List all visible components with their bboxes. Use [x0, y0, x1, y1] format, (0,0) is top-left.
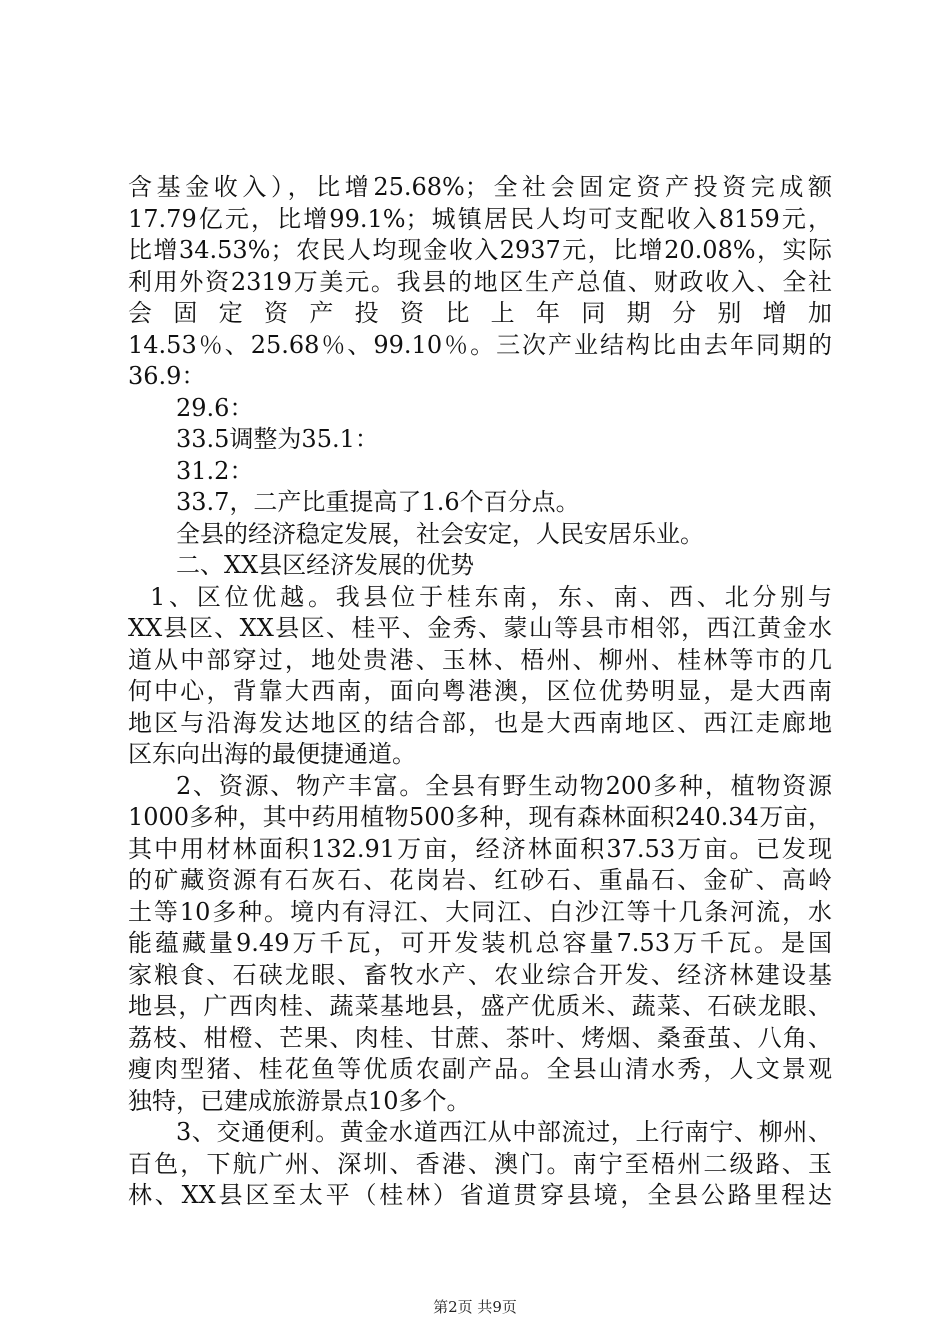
text-line: 家粮食、石硖龙眼、畜牧水产、农业综合开发、经济林建设基	[128, 960, 832, 989]
page-number-footer: 第2页 共9页	[433, 1298, 517, 1316]
text-line: 何中心，背靠大西南，面向粤港澳，区位优势明显，是大西南	[128, 677, 832, 705]
text-line: 3、交通便利。黄金水道西江从中部流过，上行南宁、柳州、	[176, 1118, 832, 1146]
document-body	[128, 172, 832, 1212]
text-line: XX县区、XX县区、桂平、金秀、蒙山等县市相邻，西江黄金水	[128, 614, 832, 642]
text-line: 33.7，二产比重提高了1.6个百分点。	[176, 488, 580, 516]
text-line: 百色，下航广州、深圳、香港、澳门。南宁至梧州二级路、玉	[128, 1149, 832, 1178]
text-line: 全县的经济稳定发展，社会安定，人民安居乐业。	[176, 519, 704, 548]
text-line: 含基金收入），比增25.68%；全社会固定资产投资完成额	[128, 173, 832, 201]
text-line: 31.2：	[176, 456, 254, 485]
text-line: 29.6：	[176, 393, 254, 422]
text-line: 2、资源、物产丰富。全县有野生动物200多种，植物资源	[176, 771, 832, 800]
section-heading: 二、XX县区经济发展的优势	[176, 551, 475, 579]
text-line: 道从中部穿过，地处贵港、玉林、梧州、柳州、桂林等市的几	[128, 645, 832, 674]
text-line: 的矿藏资源有石灰石、花岗岩、红砂石、重晶石、金矿、高岭	[128, 866, 832, 894]
text-line: 独特，已建成旅游景点10多个。	[128, 1086, 471, 1115]
text-line: 1、区位优越。我县位于桂东南，东、南、西、北分别与	[150, 582, 832, 611]
text-line: 荔枝、柑橙、芒果、肉桂、甘蔗、茶叶、烤烟、桑蚕茧、八角、	[128, 1023, 832, 1052]
text-line: 17.79亿元，比增99.1%；城镇居民人均可支配收入8159元，	[128, 204, 832, 233]
text-line: 利用外资2319万美元。我县的地区生产总值、财政收入、全社	[128, 267, 832, 296]
text-line: 36.9：	[128, 362, 206, 390]
text-line: 土等10多种。境内有浔江、大同江、白沙江等十几条河流，水	[128, 897, 832, 926]
text-line: 地区与沿海发达地区的结合部，也是大西南地区、西江走廊地	[128, 708, 832, 737]
text-line: 1000多种，其中药用植物500多种，现有森林面积240.34万亩，	[128, 803, 832, 831]
text-line: 区东向出海的最便捷通道。	[128, 740, 416, 768]
text-line: 能蕴藏量9.49万千瓦，可开发装机总容量7.53万千瓦。是国	[128, 929, 832, 957]
text-line: 14.53％、25.68％、99.10％。三次产业结构比由去年同期的	[128, 330, 832, 359]
text-line: 会 固 定 资 产 投 资 比 上 年 同 期 分 别 增 加	[128, 299, 832, 327]
text-line: 地县，广西肉桂、蔬菜基地县，盛产优质米、蔬菜、石硖龙眼、	[128, 992, 832, 1020]
text-line: 33.5调整为35.1：	[176, 425, 379, 453]
text-line: 其中用材林面积132.91万亩，经济林面积37.53万亩。已发现	[128, 834, 832, 863]
text-line: 比增34.53%；农民人均现金收入2937元，比增20.08%，实际	[128, 236, 832, 264]
text-line: 林、XX县区至太平（桂林）省道贯穿县境，全县公路里程达	[128, 1181, 832, 1209]
text-line: 瘦肉型猪、桂花鱼等优质农副产品。全县山清水秀，人文景观	[128, 1055, 832, 1083]
